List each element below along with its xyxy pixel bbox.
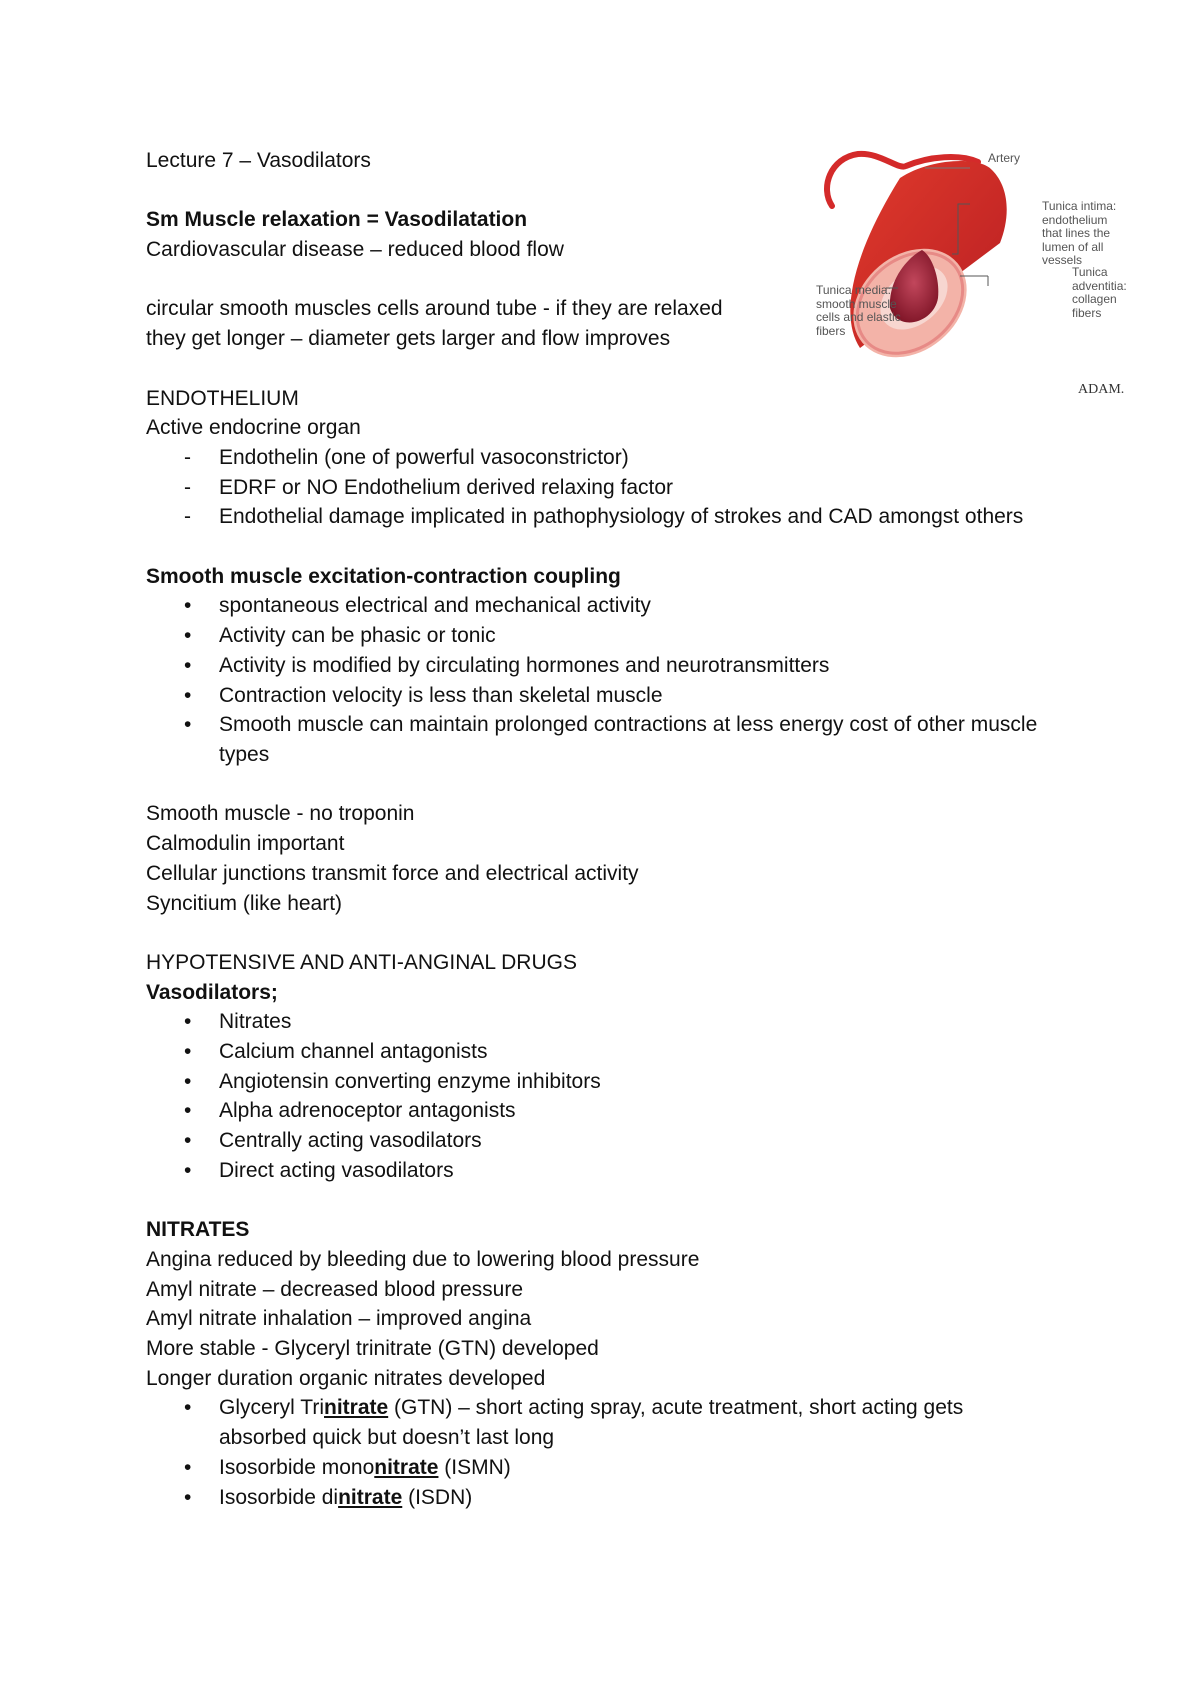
- nitrates-line: More stable - Glyceryl trinitrate (GTN) developed: [146, 1337, 599, 1361]
- intima-label: Tunica intima: endothelium that lines the lumen of all vessels: [1042, 199, 1117, 267]
- list-item: • Activity is modified by circulating hormones and neurotransmitters: [184, 653, 830, 677]
- intro-paragraph-1: circular smooth muscles cells around tube - if they are relaxed: [146, 297, 723, 321]
- nitrates-heading: NITRATES: [146, 1218, 250, 1242]
- intro-paragraph-2: they get longer – diameter gets larger and flow improves: [146, 327, 671, 351]
- list-item: • Isosorbide dinitrate (ISDN): [184, 1485, 473, 1509]
- artery-label: Artery: [988, 151, 1021, 165]
- adventitia-label: Tunica adventitia: collagen fibers: [1072, 265, 1127, 320]
- list-item: • Activity can be phasic or tonic: [184, 624, 496, 648]
- adam-logo: ADAM.: [1078, 382, 1125, 397]
- note-line: Syncitium (like heart): [146, 891, 343, 915]
- endothelium-heading: ENDOTHELIUM: [146, 386, 299, 410]
- nitrates-line: Amyl nitrate inhalation – improved angina: [146, 1307, 532, 1331]
- list-item: - Endothelial damage implicated in pathophysiology of strokes and CAD amongst others: [184, 505, 1024, 529]
- list-item: • Angiotensin converting enzyme inhibitors: [184, 1069, 601, 1093]
- list-item: • Glyceryl Trinitrate (GTN) – short acting spray, acute treatment, short acting gets absorbed quick but doesn’t last long: [184, 1396, 964, 1450]
- note-line: Calmodulin important: [146, 832, 345, 856]
- intro-line: Cardiovascular disease – reduced blood flow: [146, 238, 564, 262]
- endothelium-subheading: Active endocrine organ: [146, 416, 361, 440]
- artery-diagram: [810, 148, 1140, 408]
- list-item: • Calcium channel antagonists: [184, 1040, 488, 1063]
- list-item: - Endothelin (one of powerful vasoconstrictor): [184, 445, 629, 469]
- list-item: - EDRF or NO Endothelium derived relaxing factor: [184, 475, 674, 499]
- list-item: • Alpha adrenoceptor antagonists: [184, 1099, 516, 1123]
- list-item: • Direct acting vasodilators: [184, 1158, 454, 1182]
- drugs-heading: HYPOTENSIVE AND ANTI-ANGINAL DRUGS: [146, 950, 577, 974]
- list-item: • Smooth muscle can maintain prolonged contractions at less energy cost of other muscle types: [184, 713, 1038, 766]
- coupling-heading: Smooth muscle excitation-contraction coupling: [146, 564, 621, 588]
- nitrates-line: Amyl nitrate – decreased blood pressure: [146, 1277, 524, 1301]
- nitrates-line: Angina reduced by bleeding due to lowering blood pressure: [146, 1247, 700, 1271]
- list-item: • Centrally acting vasodilators: [184, 1129, 482, 1153]
- list-item: • Isosorbide mononitrate (ISMN): [184, 1455, 511, 1479]
- intro-heading: Sm Muscle relaxation = Vasodilatation: [146, 208, 528, 232]
- note-line: Smooth muscle - no troponin: [146, 802, 415, 826]
- list-item: • Contraction velocity is less than skeletal muscle: [184, 683, 663, 707]
- media-label: Tunica media: smooth muscle cells and elastic fibers: [816, 283, 901, 338]
- list-item: • Nitrates: [184, 1010, 292, 1034]
- page-title: Lecture 7 – Vasodilators: [146, 149, 371, 172]
- note-line: Cellular junctions transmit force and electrical activity: [146, 861, 639, 885]
- nitrates-line: Longer duration organic nitrates developed: [146, 1366, 546, 1390]
- list-item: • spontaneous electrical and mechanical activity: [184, 594, 651, 618]
- drugs-subheading: Vasodilators;: [146, 980, 278, 1004]
